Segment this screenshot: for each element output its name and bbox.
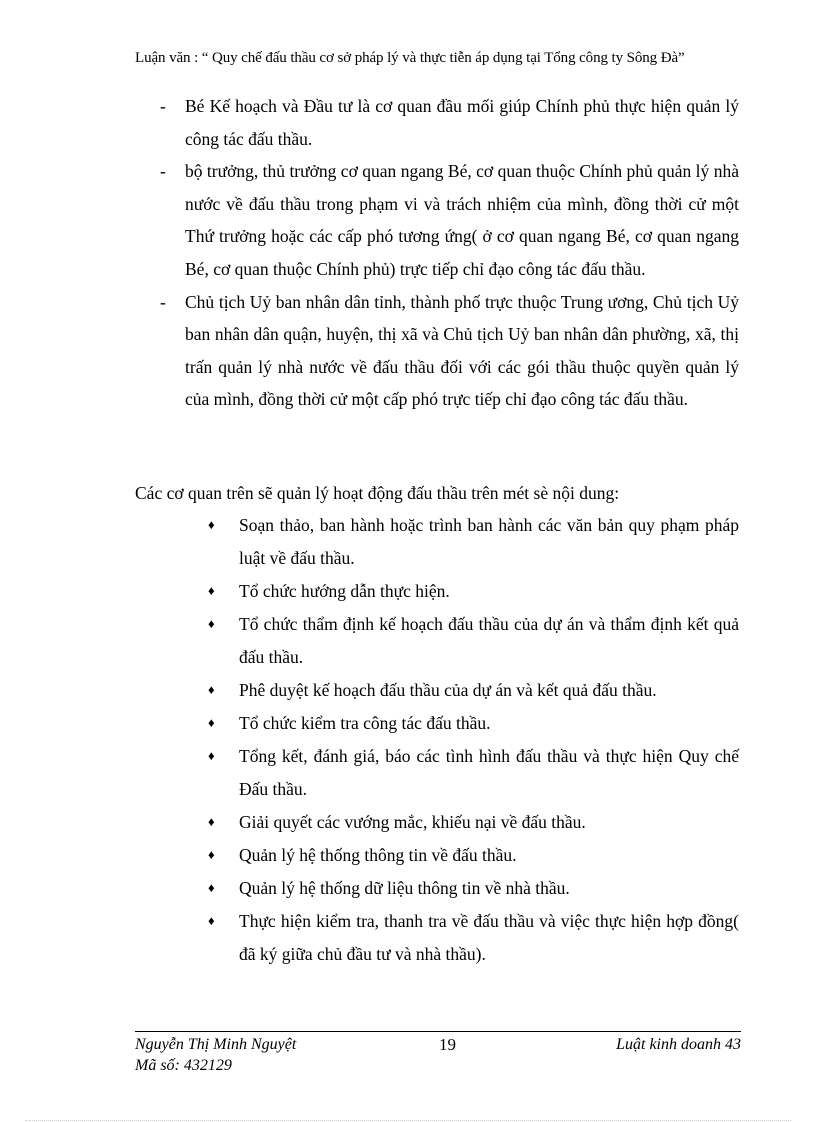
list-item-text: Tổng kết, đánh giá, báo các tình hình đấu thầu và thực hiện Quy chế Đấu thầu. [239, 746, 739, 799]
list-item [208, 707, 739, 740]
footer-student-id: Mã số: 432129 [135, 1057, 232, 1074]
page-footer [135, 1035, 741, 1075]
list-item [208, 740, 739, 805]
list-item [208, 575, 739, 608]
list-item [135, 155, 739, 285]
footer-divider [135, 1031, 741, 1032]
list-item-text: Giải quyết các vướng mắc, khiếu nại về đấu thầu. [239, 811, 586, 832]
list-item-text: Phê duyệt kế hoạch đấu thầu của dự án và kết quả đấu thầu. [239, 679, 657, 700]
list-item-text: Thực hiện kiểm tra, thanh tra về đấu thầu và việc thực hiện hợp đồng( đã ký giữa chủ đầu tư và nhà thầu). [239, 911, 739, 965]
list-item-text: Bé Kế hoạch và Đầu tư là cơ quan đầu mối giúp Chính phủ thực hiện quản lý công tác đấu thầu. [185, 96, 739, 149]
list-item [208, 674, 739, 707]
list-item-text: bộ trưởng, thủ trưởng cơ quan ngang Bé, cơ quan thuộc Chính phủ quản lý nhà nước về đấu thầu trong phạm vi và trách nhiệm của mình, đồng thời cử một Thứ trưởng hoặc các cấp phó tương ứng( ở cơ quan ngang Bé, cơ quan ngang Bé, cơ quan thuộc Chính phủ) trực tiếp chỉ đạo công tác đấu thầu. [185, 161, 739, 279]
diamond-bullet-icon: ♦ [208, 681, 215, 697]
list-item [135, 90, 739, 155]
agency-dash-list [135, 90, 739, 416]
page-edge-divider [25, 1120, 791, 1121]
dash-bullet: - [160, 96, 166, 116]
list-item [135, 286, 739, 416]
dash-bullet: - [160, 291, 166, 312]
page-number: 19 [439, 1035, 456, 1054]
diamond-bullet-icon: ♦ [208, 517, 215, 532]
list-item-text: Quản lý hệ thống dữ liệu thông tin về nhà thầu. [239, 878, 570, 899]
list-item-text: Chủ tịch Uỷ ban nhân dân tỉnh, thành phố trực thuộc Trung ương, Chủ tịch Uỷ ban nhân dân quận, huyện, thị xã và Chủ tịch Uỷ ban nhân dân phường, xã, thị trấn quản lý nhà nước về đấu thầu đối với các gói thầu thuộc quyền quản lý của mình, đồng thời cử một cấp phó trực tiếp chỉ đạo công tác đấu thầu. [185, 291, 739, 410]
diamond-bullet-icon: ♦ [208, 913, 215, 929]
diamond-bullet-icon: ♦ [208, 615, 215, 631]
list-item-text: Tổ chức thẩm định kế hoạch đấu thầu của dự án và thẩm định kết quả đấu thầu. [239, 613, 739, 667]
dash-bullet: - [160, 161, 166, 182]
diamond-bullet-icon: ♦ [208, 847, 215, 863]
page-header: Luận văn : “ Quy chế đấu thầu cơ sở pháp lý và thực tiễn áp dụng tại Tổng công ty Sông Đà” [135, 50, 685, 66]
diamond-bullet-icon: ♦ [208, 748, 215, 764]
list-item-text: Soạn thảo, ban hành hoặc trình ban hành các văn bản quy phạm pháp luật về đấu thầu. [239, 515, 739, 568]
duties-diamond-list [208, 509, 739, 971]
footer-course: Luật kinh doanh 43 [616, 1036, 741, 1053]
list-item [208, 839, 739, 872]
list-item [208, 872, 739, 905]
list-item [208, 806, 739, 839]
diamond-bullet-icon: ♦ [208, 714, 215, 730]
list-item [208, 905, 739, 970]
footer-author: Nguyễn Thị Minh Nguyệt [135, 1036, 297, 1053]
list-item-text: Tổ chức hướng dẫn thực hiện. [239, 580, 450, 601]
diamond-bullet-icon: ♦ [208, 582, 215, 598]
diamond-bullet-icon: ♦ [208, 813, 215, 829]
list-item [208, 509, 739, 574]
intro-paragraph: Các cơ quan trên sẽ quản lý hoạt động đấu thầu trên mét sè nội dung: [135, 483, 620, 503]
list-item [208, 608, 739, 673]
list-item-text: Tổ chức kiểm tra công tác đấu thầu. [239, 712, 491, 733]
list-item-text: Quản lý hệ thống thông tin về đấu thầu. [239, 845, 517, 866]
diamond-bullet-icon: ♦ [208, 880, 215, 896]
